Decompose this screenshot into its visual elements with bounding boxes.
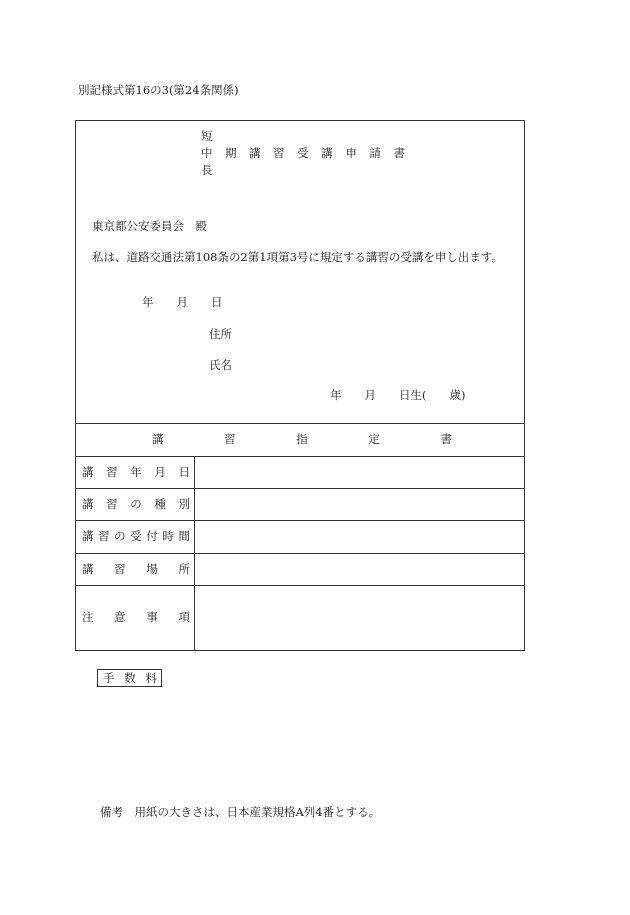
field-course-date <box>195 457 524 488</box>
row-label-course-date <box>82 465 190 479</box>
label-char: 請 <box>369 146 381 160</box>
label-char: 項 <box>178 610 190 624</box>
form-title <box>225 145 405 162</box>
label-char: 講 <box>249 146 261 160</box>
row-label-reception-time <box>82 529 190 543</box>
row-label-course-location <box>82 562 190 576</box>
label-char: 講 <box>82 529 94 543</box>
name-label: 氏名 <box>209 358 232 372</box>
label-char: 手 <box>103 671 115 685</box>
title-term-options <box>201 128 213 179</box>
label-char: 習 <box>114 562 126 576</box>
designation-heading <box>152 432 452 446</box>
label-char: 日 <box>178 465 190 479</box>
label-char: 受 <box>130 529 142 543</box>
label-char: 時 <box>162 529 174 543</box>
label-char: 習 <box>106 497 118 511</box>
remarks: 備考 用紙の大きさは、日本産業規格A列4番とする。 <box>100 805 381 819</box>
label-char: 場 <box>146 562 158 576</box>
label-char: 講 <box>82 497 94 511</box>
label-char: 講 <box>321 146 333 160</box>
label-char: 期 <box>225 146 237 160</box>
addressee: 東京都公安委員会 殿 <box>92 219 207 233</box>
row-label-course-type <box>82 497 190 511</box>
label-char: 月 <box>154 465 166 479</box>
application-date: 年 月 日 <box>142 295 223 309</box>
label-char: 種 <box>154 497 166 511</box>
label-char: 習 <box>224 432 236 446</box>
title-term-long: 長 <box>201 163 213 177</box>
label-char: 講 <box>82 562 94 576</box>
label-char: 注 <box>82 610 94 624</box>
label-char: 付 <box>146 529 158 543</box>
form-reference: 別記様式第16の3(第24条関係) <box>78 83 239 97</box>
label-char: 年 <box>130 465 142 479</box>
label-char: 書 <box>393 146 405 160</box>
title-term-medium: 中 <box>201 146 213 160</box>
field-notes <box>195 586 524 650</box>
label-char: 講 <box>82 465 94 479</box>
label-char: 習 <box>106 465 118 479</box>
label-char: 数 <box>124 671 136 685</box>
fee-label <box>103 671 157 685</box>
label-char: の <box>130 497 142 511</box>
label-char: 習 <box>98 529 110 543</box>
label-char: 料 <box>145 671 157 685</box>
row-label-notes <box>82 610 190 624</box>
divider-designation-top <box>75 423 525 424</box>
title-term-short: 短 <box>201 129 213 143</box>
fee-box <box>97 669 162 687</box>
field-course-location <box>195 554 524 585</box>
label-char: 別 <box>178 497 190 511</box>
application-statement: 私は、道路交通法第108条の2第1項第3号に規定する講習の受講を申し出ます。 <box>92 250 503 264</box>
label-char: の <box>114 529 126 543</box>
label-char: 講 <box>152 432 164 446</box>
label-char: 指 <box>296 432 308 446</box>
label-char: 定 <box>368 432 380 446</box>
label-char: 習 <box>273 146 285 160</box>
label-char: 事 <box>146 610 158 624</box>
label-char: 所 <box>178 562 190 576</box>
field-reception-time <box>195 521 524 553</box>
field-course-type <box>195 489 524 520</box>
label-char: 書 <box>440 432 452 446</box>
label-char: 申 <box>345 146 357 160</box>
address-label: 住所 <box>209 327 232 341</box>
label-char: 意 <box>114 610 126 624</box>
birth-date: 年 月 日生( 歳) <box>330 388 466 402</box>
label-char: 間 <box>178 529 190 543</box>
label-char: 受 <box>297 146 309 160</box>
